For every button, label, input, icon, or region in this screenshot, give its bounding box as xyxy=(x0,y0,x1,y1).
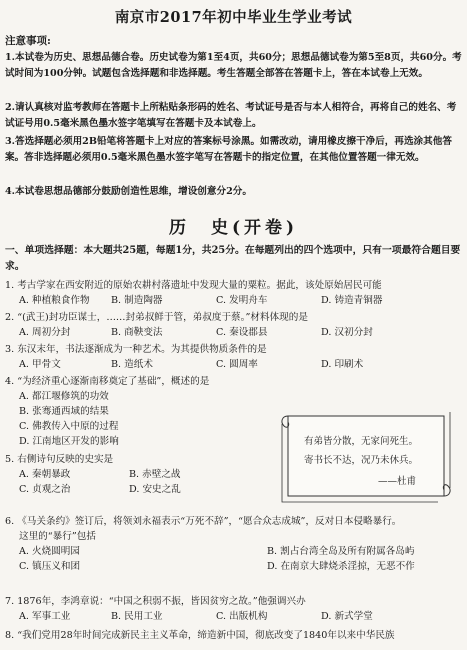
option-a: A. 火烧圆明园 xyxy=(19,546,80,557)
option-b: B. 张骞通西域的结果 xyxy=(19,406,109,417)
option-b: B. 商鞅变法 xyxy=(111,327,163,338)
note-item-2: 2.请认真核对监考教师在答题卡上所粘贴条形码的姓名、考试证号是否与本人相符合，再将自己的姓名、考试证号用0.5毫米黑色墨水签字笔填写在答题卡及本试卷上。 xyxy=(5,102,457,129)
option-b: B. 制造陶器 xyxy=(111,295,163,306)
option-row xyxy=(5,293,426,308)
option-c: C. 秦设郡县 xyxy=(216,327,268,338)
question-stem: 1. 考古学家在西安附近的原始农耕村落遗址中发现大量的粟粒。据此，该处原始居民可能 xyxy=(5,280,382,291)
question-stem: 6. 《马关条约》签订后，将领刘永福表示“万死不辞”，“愿合众志成城”，反对日本侵略暴行。 xyxy=(5,516,402,527)
question-stem: 8. “我们党用28年时间完成新民主主义革命，缔造新中国，彻底改变了1840年以来中华民族 xyxy=(5,630,395,641)
option-c: C. 出版机构 xyxy=(216,611,268,622)
option-row xyxy=(5,325,426,340)
section-intro: 一、单项选择题：本大题共25题，每题1分，共25分。在每题列出的四个选项中，只有一项最符合题目要求。 xyxy=(5,245,461,272)
option-row xyxy=(5,467,229,482)
question-2 xyxy=(5,310,426,340)
question-stem: 3. 东汉末年，书法逐渐成为一种艺术。为其提供物质条件的是 xyxy=(5,344,267,355)
notes-heading: 注意事项: xyxy=(5,35,51,47)
option-b: B. 民用工业 xyxy=(111,611,163,622)
option-row xyxy=(5,357,426,372)
question-stem: 2. “(武王)封功臣谋士，……封弟叔鲜于管，弟叔度于蔡。”材料体现的是 xyxy=(5,312,308,323)
question-4 xyxy=(5,374,209,449)
option-d: D. 新式学堂 xyxy=(321,611,373,622)
question-stem-continued: 这里的“暴行”包括 xyxy=(19,531,96,542)
poem-line-1: 有弟皆分散，无家问死生。 xyxy=(304,436,419,447)
question-stem: 5. 右侧诗句反映的史实是 xyxy=(5,454,114,465)
option-a: A. 秦朝暴政 xyxy=(19,469,71,480)
option-a: A. 周初分封 xyxy=(19,327,71,338)
option-row xyxy=(5,544,467,559)
section-title: 历 史(开卷) xyxy=(168,218,299,238)
option-b: B. 赤壁之战 xyxy=(129,469,181,480)
option-d: D. 安史之乱 xyxy=(129,484,181,495)
option-c: C. 佛教传入中原的过程 xyxy=(19,421,119,432)
poem-scroll-image xyxy=(278,408,454,506)
option-d: D. 江南地区开发的影响 xyxy=(19,436,119,447)
option-a: A. 都江堰修筑的功效 xyxy=(19,391,109,402)
option-a: A. 军事工业 xyxy=(19,611,71,622)
option-d: D. 铸造青铜器 xyxy=(321,295,383,306)
option-a: A. 种植粮食作物 xyxy=(19,295,90,306)
option-a: A. 甲骨文 xyxy=(19,359,61,370)
note-item-4: 4.本试卷思想品德部分鼓励创造性思维，增设创意分2分。 xyxy=(5,186,252,197)
question-5 xyxy=(5,452,229,497)
option-d: D. 汉初分封 xyxy=(321,327,373,338)
option-c: C. 圆周率 xyxy=(216,359,258,370)
exam-title: 南京市2017年初中毕业生学业考试 xyxy=(114,9,353,26)
question-7 xyxy=(5,594,426,624)
option-b: B. 割占台湾全岛及所有附属各岛屿 xyxy=(267,546,415,557)
option-c: C. 镇压义和团 xyxy=(19,561,81,572)
question-1 xyxy=(5,278,426,308)
poem-line-2: 寄书长不达，况乃未休兵。 xyxy=(304,455,419,466)
option-b: B. 造纸术 xyxy=(111,359,153,370)
option-d: D. 印刷术 xyxy=(321,359,364,370)
option-row xyxy=(5,609,426,624)
note-item-1: 1.本试卷为历史、思想品德合卷。历史试卷为第1至4页，共60分；思想品德试卷为第5至8页，共60分。考试时间为100分钟。试题包含选择题和非选择题。考生答题全部答在答题卡上，答在本试卷上无效。 xyxy=(5,52,462,79)
option-c: C. 发明舟车 xyxy=(216,295,268,306)
option-d: D. 在南京大肆烧杀淫掠，无恶不作 xyxy=(267,561,415,572)
question-stem: 4. “为经济重心逐渐南移奠定了基础”，概述的是 xyxy=(5,376,210,387)
question-stem: 7. 1876年，李鸿章说：“中国之积弱不振，皆因贫穷之故。”他强调兴办 xyxy=(5,596,306,607)
question-3 xyxy=(5,342,426,372)
option-row xyxy=(5,559,467,574)
poem-author: ——杜甫 xyxy=(378,476,417,487)
question-8 xyxy=(5,628,395,643)
note-item-3: 3.答选择题必须用2B铅笔将答题卡上对应的答案标号涂黑。如需改动，请用橡皮擦干净后，再选涂其他答案。答非选择题必须用0.5毫米黑色墨水签字笔写在答题卡的指定位置，在其他位置答题一律无效。 xyxy=(5,136,452,163)
question-6 xyxy=(5,514,467,574)
option-row xyxy=(5,482,229,497)
option-c: C. 贞观之治 xyxy=(19,484,71,495)
